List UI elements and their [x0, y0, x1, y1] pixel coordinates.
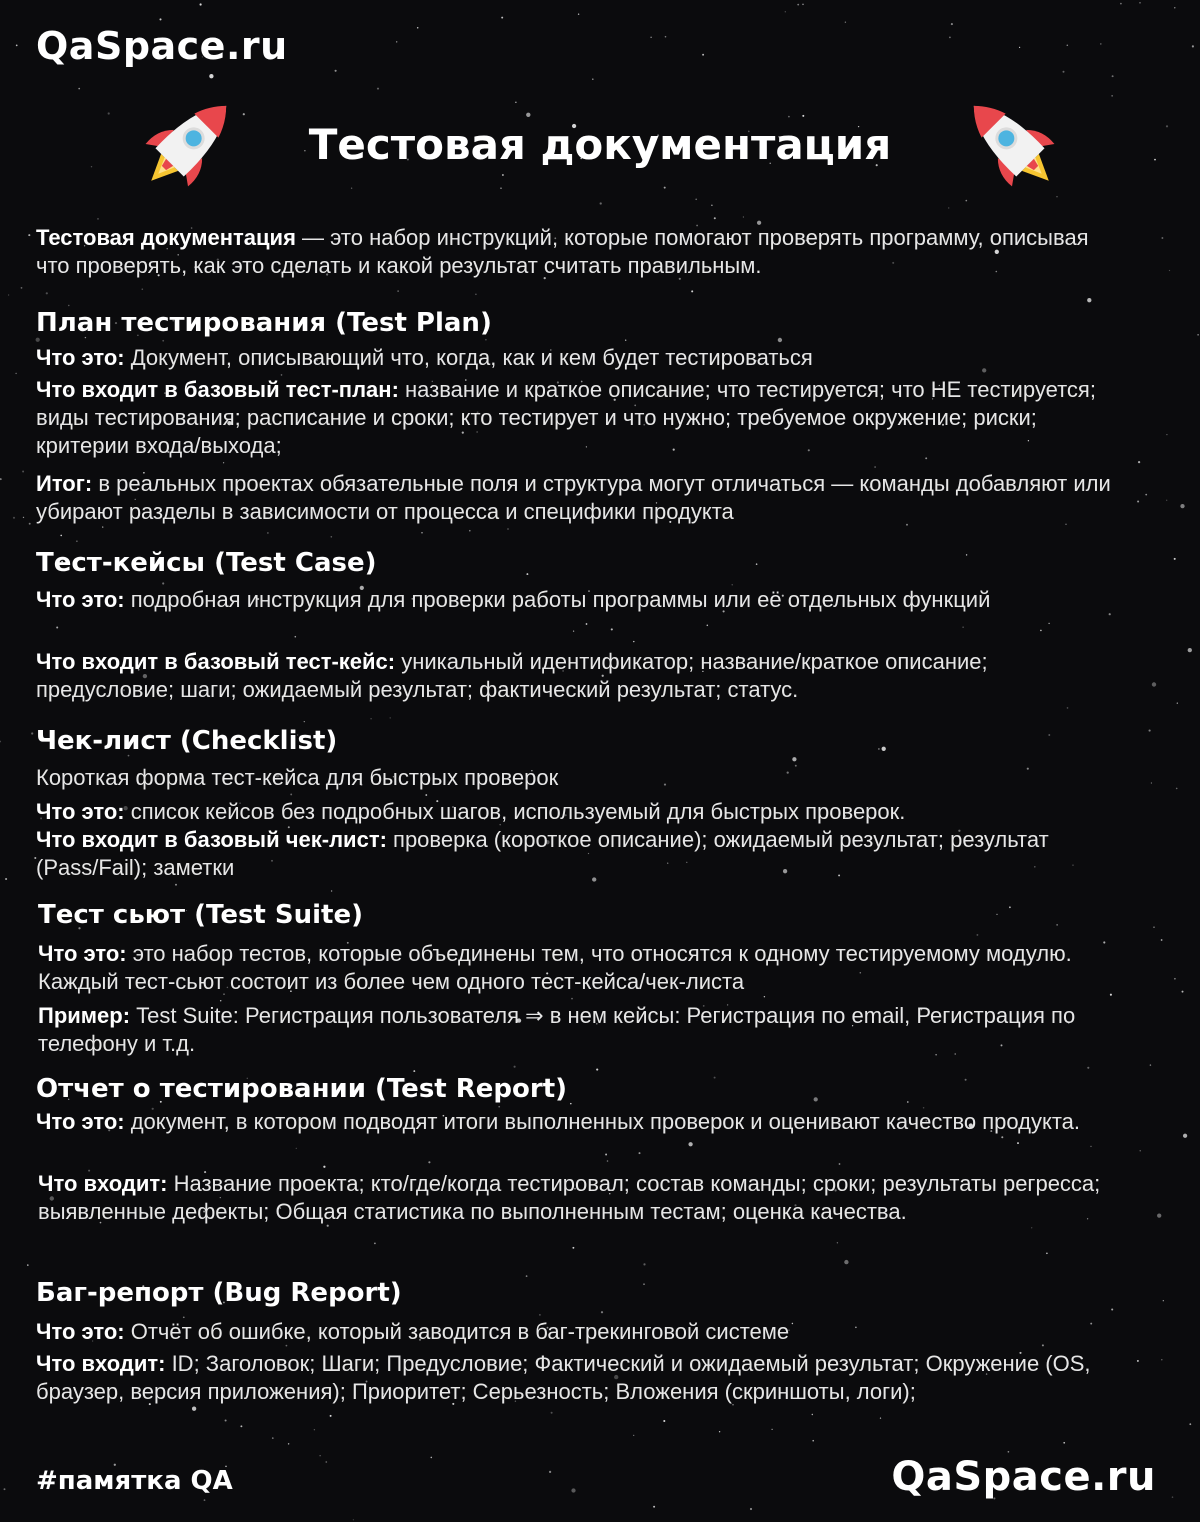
text-summary: в реальных проектах обязательные поля и структура могут отличаться — команды добавляют или убирают разделы в зависимости от процесса и специфики продукта: [36, 471, 1111, 524]
label-what: Что это:: [36, 345, 125, 370]
heading-test-suite: Тест сьют (Test Suite): [38, 900, 363, 930]
label-includes: Что входит в базовый тест-кейс:: [36, 649, 396, 674]
label-includes: Что входит в базовый тест-план:: [36, 377, 399, 402]
checklist-what: [36, 798, 1126, 826]
heading-bug-report: Баг-репорт (Bug Report): [36, 1278, 402, 1308]
heading-test-report: Отчет о тестировании (Test Report): [36, 1074, 568, 1104]
text-what: Отчёт об ошибке, который заводится в баг-трекинговой системе: [124, 1319, 790, 1344]
heading-test-case: Тест-кейсы (Test Case): [36, 548, 377, 578]
test-suite-example: [38, 1002, 1128, 1058]
label-example: Пример:: [38, 1003, 131, 1028]
hashtag: #памятка QA: [36, 1466, 233, 1496]
test-case-what: [36, 586, 1126, 614]
label-what: Что это:: [38, 941, 127, 966]
label-summary: Итог:: [36, 471, 93, 496]
test-report-what: [36, 1108, 1126, 1136]
label-what: Что это:: [36, 799, 125, 824]
bug-report-includes: [36, 1350, 1126, 1406]
text-includes: проверка (короткое описание); ожидаемый результат; результат (Pass/Fail); заметки: [36, 827, 1049, 880]
text-what: список кейсов без подробных шагов, используемый для быстрых проверок.: [124, 799, 906, 824]
heading-test-plan: План тестирования (Test Plan): [36, 308, 492, 338]
test-plan-what: [36, 344, 1126, 372]
text-what: это набор тестов, которые объединены тем, что относятся к одному тестируемому модулю. Каждый тест-сьют состоит из более чем одного тест-кейса/чек-листа: [38, 941, 1072, 994]
text-what: подробная инструкция для проверки работы программы или её отдельных функций: [124, 587, 991, 612]
test-case-includes: [36, 648, 1126, 704]
checklist-includes: [36, 826, 1126, 882]
bug-report-what: [36, 1318, 1126, 1346]
intro-paragraph: [36, 224, 1126, 280]
text-includes: ID; Заголовок; Шаги; Предусловие; Фактический и ожидаемый результат; Окружение (OS, браузер, версия приложения); Приоритет; Серьезность; Вложения (скриншоты, логи);: [36, 1351, 1091, 1404]
label-includes: Что входит:: [38, 1171, 168, 1196]
label-includes: Что входит:: [36, 1351, 166, 1376]
test-report-includes: [38, 1170, 1128, 1226]
page-title: Тестовая документация: [308, 120, 892, 169]
text-what: документ, в котором подводят итоги выполненных проверок и оценивают качество продукта.: [124, 1109, 1081, 1134]
text-includes: название и краткое описание; что тестируется; что НЕ тестируется; виды тестирования; расписание и сроки; кто тестирует и что нужно; требуемое окружение; риски; критерии входа/выхода;: [36, 377, 1096, 458]
label-what: Что это:: [36, 587, 125, 612]
checklist-subtitle: Короткая форма тест-кейса для быстрых проверок: [36, 765, 559, 790]
label-includes: Что входит в базовый чек-лист:: [36, 827, 387, 852]
brand-logo-top: QaSpace.ru: [36, 24, 288, 68]
test-plan-summary: [36, 470, 1126, 526]
text-includes: уникальный идентификатор; название/краткое описание; предусловие; шаги; ожидаемый результат; фактический результат; статус.: [36, 649, 988, 702]
heading-checklist: Чек-лист (Checklist): [36, 726, 338, 756]
text-example: Test Suite: Регистрация пользователя ⇒ в нем кейсы: Регистрация по email, Регистрация по телефону и т.д.: [38, 1003, 1076, 1056]
rocket-icon: [952, 84, 1072, 204]
intro-text: — это набор инструкций, которые помогают проверять программу, описывая что проверять, как это сделать и какой результат считать правильным.: [36, 225, 1089, 278]
text-what: Документ, описывающий что, когда, как и кем будет тестироваться: [124, 345, 813, 370]
test-plan-includes: [36, 376, 1126, 460]
label-what: Что это:: [36, 1319, 125, 1344]
brand-logo-bottom: QaSpace.ru: [891, 1454, 1156, 1500]
test-suite-what: [38, 940, 1128, 996]
intro-term: Тестовая документация: [36, 225, 296, 250]
label-what: Что это:: [36, 1109, 125, 1134]
text-includes: Название проекта; кто/где/когда тестировал; состав команды; сроки; результаты регресса; выявленные дефекты; Общая статистика по выполненным тестам; оценка качества.: [38, 1171, 1101, 1224]
